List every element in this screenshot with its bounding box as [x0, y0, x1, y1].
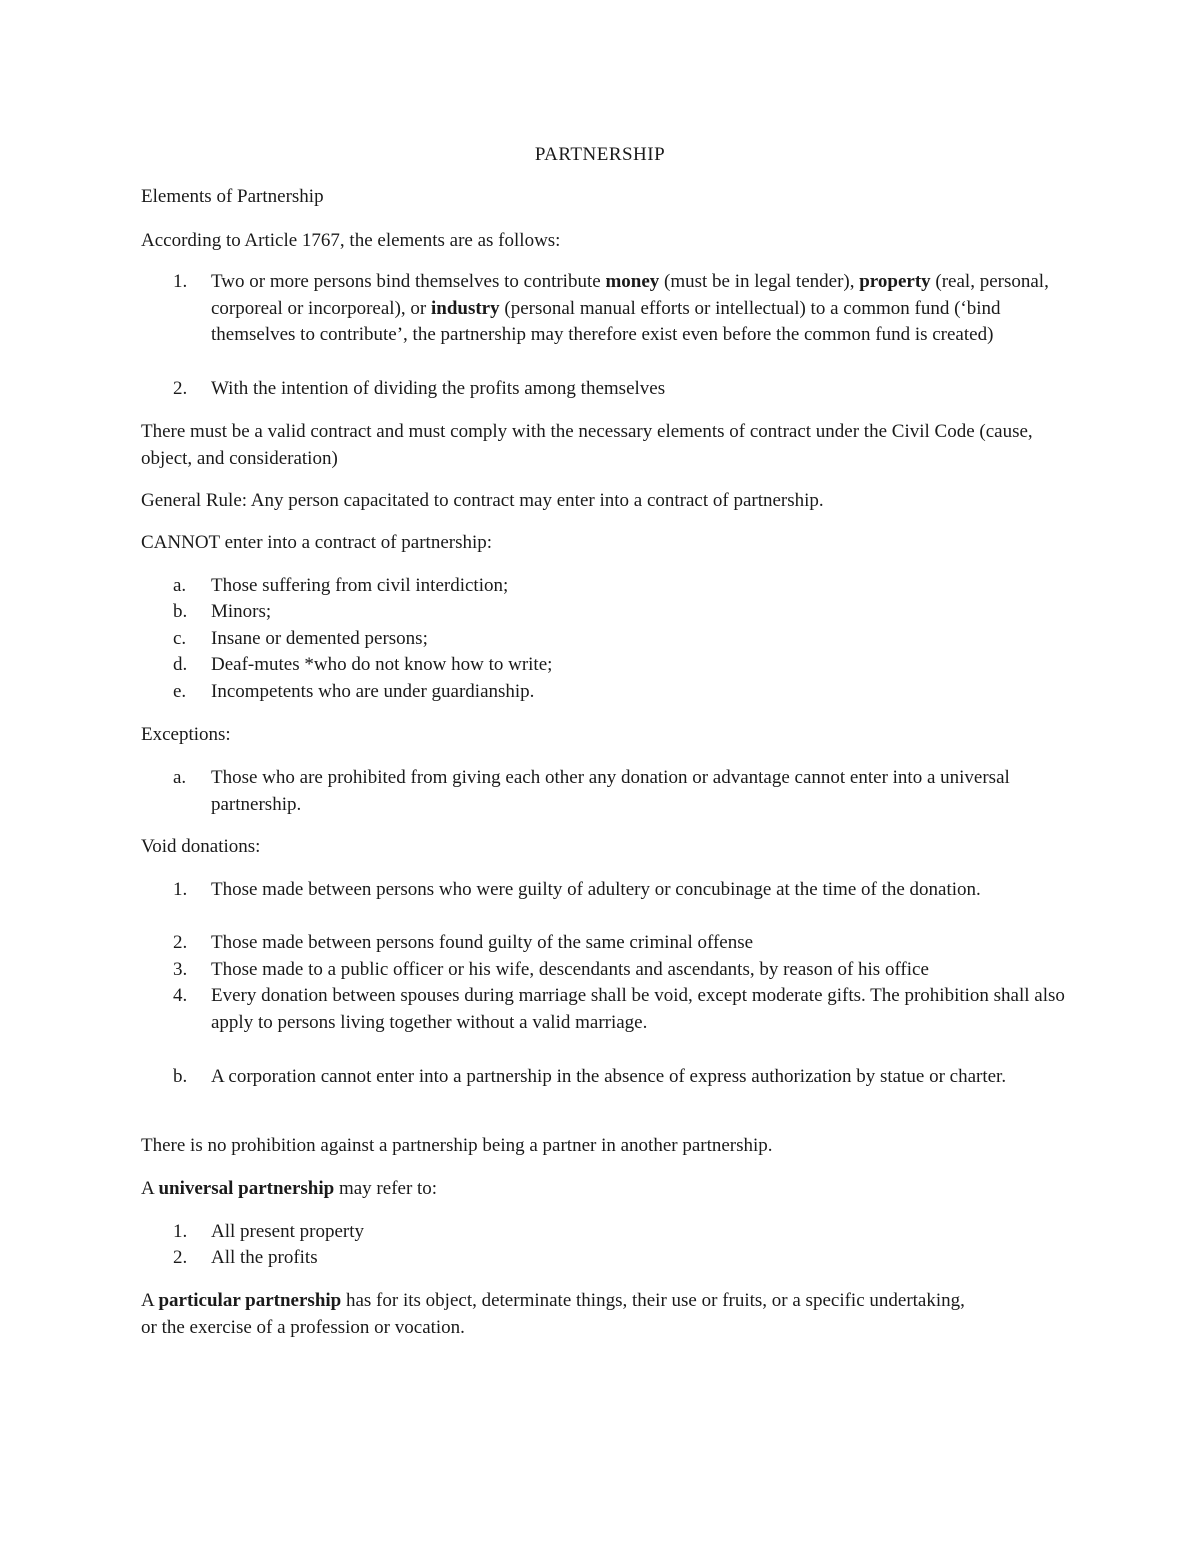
- bold-term: money: [605, 271, 660, 292]
- list-heading: CANNOT enter into a contract of partnership:: [141, 532, 493, 553]
- item-text: Incompetents who are under guardianship.: [211, 681, 535, 702]
- list-item: [173, 1064, 1071, 1091]
- list-item: [173, 679, 1071, 706]
- list-item: [173, 877, 1071, 904]
- item-text: (personal manual efforts or intellectual) to a common fund (‘bind themselves to contribute’, the partnership may therefore exist even before the common fund is created): [211, 297, 1001, 345]
- list-item: [173, 930, 1071, 957]
- bold-term: universal partnership: [158, 1178, 335, 1199]
- list-marker: 3.: [173, 959, 188, 980]
- list-marker: 2.: [173, 378, 188, 399]
- bold-term: property: [859, 271, 931, 292]
- list-item: [173, 983, 1071, 1036]
- list-item: [173, 765, 1071, 818]
- list-item: [173, 1245, 1071, 1272]
- document-title: PARTNERSHIP: [534, 144, 666, 165]
- list-item: [173, 626, 1071, 653]
- item-text: Those made to a public officer or his wife, descendants and ascendants, by reason of his office: [211, 959, 929, 980]
- item-text: Those who are prohibited from giving each other any donation or advantage cannot enter into a universal partnership.: [211, 767, 1010, 815]
- paragraph: [141, 1176, 1071, 1203]
- item-text: Those made between persons found guilty of the same criminal offense: [211, 932, 754, 953]
- bold-term: particular partnership: [158, 1290, 342, 1311]
- item-text: Every donation between spouses during marriage shall be void, except moderate gifts. The prohibition shall also apply to persons living together without a valid marriage.: [211, 985, 1065, 1033]
- item-text: All present property: [211, 1221, 365, 1242]
- paragraph: [141, 1288, 971, 1341]
- list-item: [173, 269, 1071, 349]
- list-item: [173, 957, 1071, 984]
- item-text: (must be in legal tender),: [659, 271, 860, 292]
- text-run: A: [141, 1290, 159, 1311]
- section-heading: Elements of Partnership: [141, 186, 324, 207]
- list-marker: a.: [173, 767, 187, 788]
- list-marker: 4.: [173, 985, 188, 1006]
- list-heading: Void donations:: [141, 836, 261, 857]
- item-text: All the profits: [211, 1247, 318, 1268]
- list-marker: 1.: [173, 1221, 188, 1242]
- text-run: may refer to:: [334, 1178, 438, 1199]
- item-text: (real, personal, corporeal or incorporeal), or: [211, 271, 1049, 319]
- paragraph: There must be a valid contract and must comply with the necessary elements of contract under the Civil Code (cause, object, and consideration): [141, 421, 1033, 469]
- bold-term: industry: [430, 297, 500, 319]
- item-text: With the intention of dividing the profits among themselves: [211, 378, 666, 399]
- text-run: has for its object, determinate things, their use or fruits, or a specific undertaking, or the exercise of a profession or vocation.: [141, 1290, 965, 1338]
- list-marker: 2.: [173, 1247, 188, 1268]
- intro-paragraph: According to Article 1767, the elements are as follows:: [141, 230, 561, 251]
- text-run: A: [141, 1178, 159, 1199]
- list-marker: b.: [173, 601, 188, 622]
- list-item: [173, 1219, 1071, 1246]
- list-marker: 2.: [173, 932, 188, 953]
- item-text: Insane or demented persons;: [211, 628, 428, 649]
- list-item: [173, 376, 1071, 403]
- item-text: Two or more persons bind themselves to contribute: [211, 271, 606, 292]
- list-marker: c.: [173, 628, 187, 649]
- item-text: Those made between persons who were guilty of adultery or concubinage at the time of the donation.: [211, 879, 981, 900]
- list-heading: Exceptions:: [141, 724, 231, 745]
- list-marker: 1.: [173, 879, 188, 900]
- list-marker: 1.: [173, 271, 188, 292]
- item-text: Minors;: [211, 601, 272, 622]
- list-marker: a.: [173, 575, 187, 596]
- list-marker: b.: [173, 1066, 188, 1087]
- item-text: A corporation cannot enter into a partnership in the absence of express authorization by statue or charter.: [211, 1066, 1007, 1087]
- list-marker: d.: [173, 654, 188, 675]
- paragraph: There is no prohibition against a partnership being a partner in another partnership.: [141, 1135, 773, 1156]
- list-item: [173, 652, 1071, 679]
- list-item: [173, 599, 1071, 626]
- list-item: [173, 573, 1071, 600]
- list-marker: e.: [173, 681, 187, 702]
- item-text: Deaf-mutes *who do not know how to write;: [211, 654, 553, 675]
- item-text: Those suffering from civil interdiction;: [211, 575, 509, 596]
- paragraph: General Rule: Any person capacitated to contract may enter into a contract of partnership.: [141, 490, 824, 511]
